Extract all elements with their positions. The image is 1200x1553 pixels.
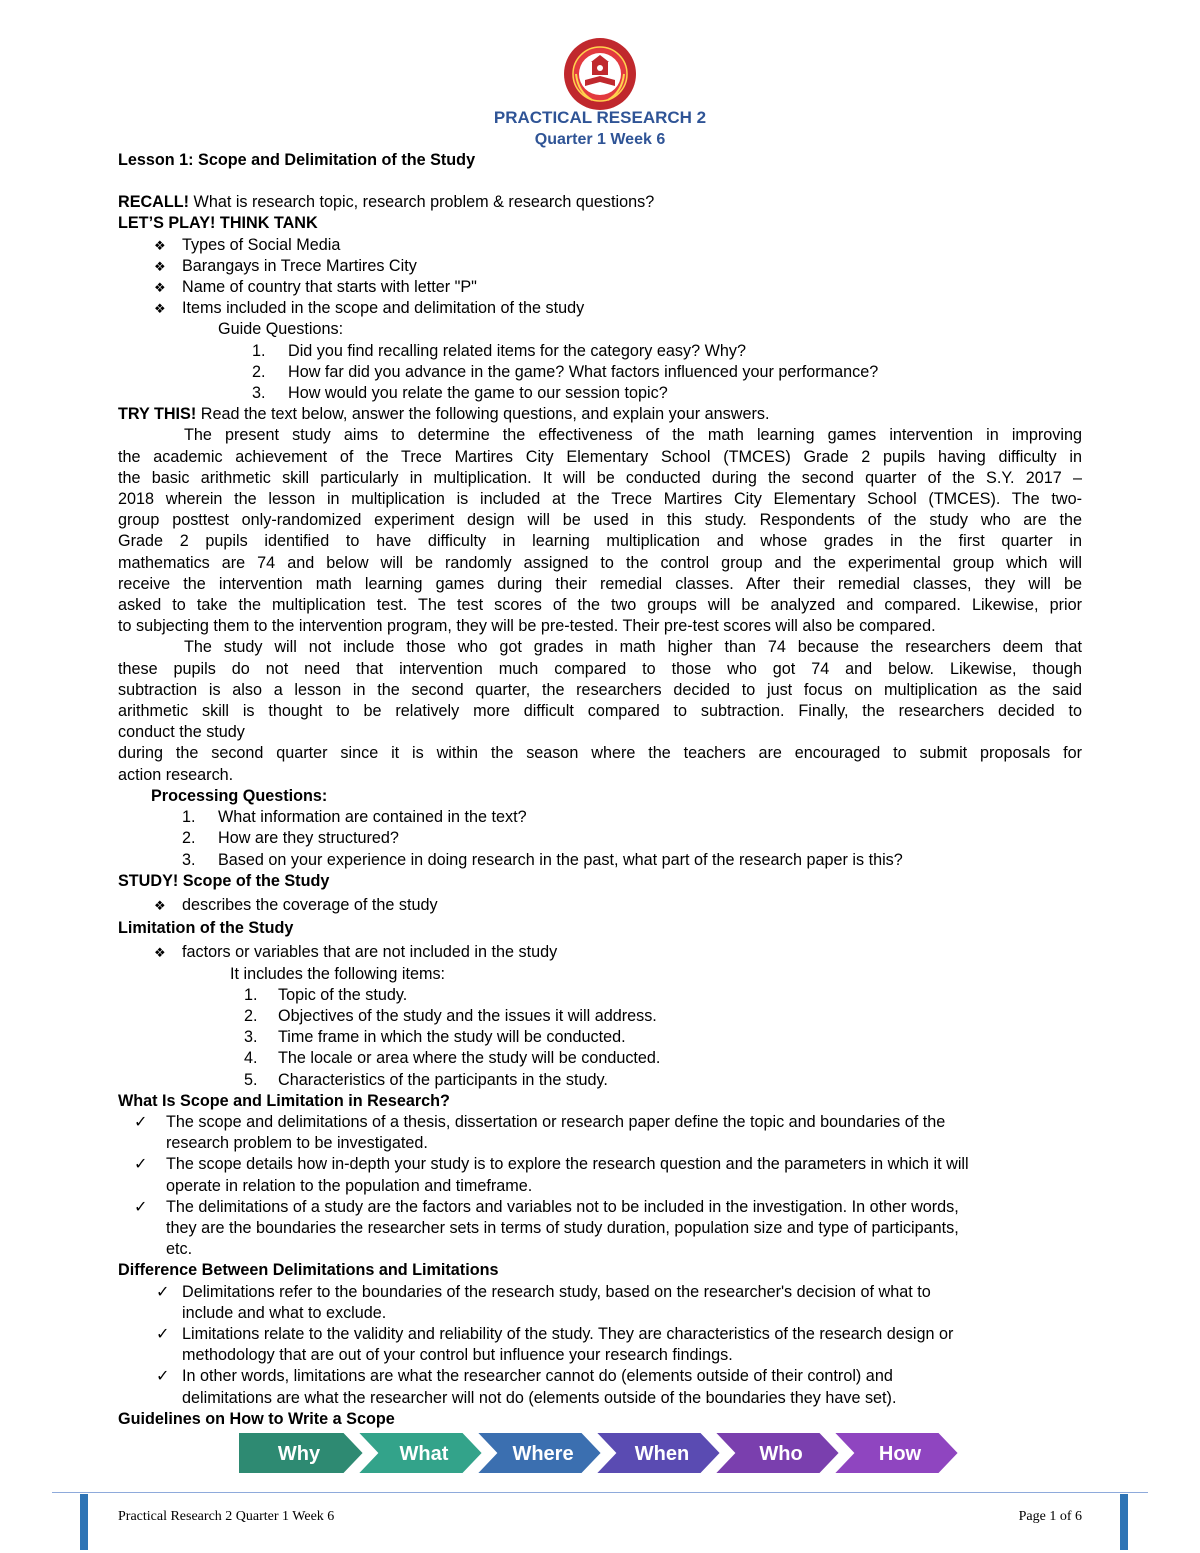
page-number: Page 1 of 6 xyxy=(1018,1509,1082,1524)
list-item: ✓ Delimitations refer to the boundaries of the research study, based on the researcher's decision of what to include and what to exclude. xyxy=(156,1282,931,1322)
list-item: ✓ In other words, limitations are what the researcher cannot do (elements outside of their control) and delimitations are what the researcher will not do (elements outside of the boundaries they have set). xyxy=(156,1367,897,1407)
processing-questions-list xyxy=(118,807,1082,871)
includes-list xyxy=(118,985,1082,1091)
list-item: 3. Based on your experience in doing research in the past, what part of the research paper is this? xyxy=(182,850,903,869)
diamond-bullet-icon: ❖ xyxy=(154,301,166,317)
reading-paragraph-2: The study will not include those who got grades in math higher than 74 because the researchers deem that these pupils do not need that intervention much compared to those who got 74 and below. Likewise, though subtraction is also a lesson in the second quarter, the researchers decided to just focus on multiplication as the said arithmetic skill is thought to be relatively more difficult compared to subtraction. Finally, the researchers decided to conduct the study during the second quarter since it is within the season where the teachers are encouraged to submit proposals for action research. xyxy=(118,638,1082,784)
scope-guidelines-chevrons xyxy=(238,1430,962,1476)
list-item: ✓ The scope and delimitations of a thesis, dissertation or research paper define the topic and boundaries of the research problem to be investigated. xyxy=(134,1112,946,1153)
lesson-title: Lesson 1: Scope and Delimitation of the Study xyxy=(118,151,476,169)
list-item: 2. How are they structured? xyxy=(182,829,399,848)
guide-questions-label: Guide Questions: xyxy=(218,320,344,339)
footer-right-bar xyxy=(1120,1494,1128,1550)
diamond-bullet-icon: ❖ xyxy=(154,237,166,253)
chevron-label-who: Who xyxy=(759,1443,803,1465)
lets-play-heading: LET’S PLAY! THINK TANK xyxy=(118,214,318,233)
recall-line: RECALL! What is research topic, research problem & research questions? xyxy=(118,193,655,212)
footer-title: Practical Research 2 Quarter 1 Week 6 xyxy=(118,1509,335,1524)
footer-rule xyxy=(52,1492,1148,1493)
list-item: 1. What information are contained in the text? xyxy=(182,808,527,827)
list-item: ❖ Types of Social Media xyxy=(118,235,1082,256)
guidelines-heading: Guidelines on How to Write a Scope xyxy=(118,1409,395,1428)
difference-list xyxy=(118,1282,1082,1409)
what-is-heading: What Is Scope and Limitation in Research? xyxy=(118,1091,450,1110)
list-item: 3. Time frame in which the study will be conducted. xyxy=(244,1028,626,1047)
footer-left-bar xyxy=(80,1494,88,1550)
check-mark-icon: ✓ xyxy=(156,1367,170,1386)
diamond-bullet-icon: ❖ xyxy=(154,258,166,274)
check-mark-icon: ✓ xyxy=(134,1112,148,1131)
list-item: ❖ Barangays in Trece Martires City xyxy=(118,256,1082,277)
check-mark-icon: ✓ xyxy=(134,1155,148,1174)
list-item: 2. How far did you advance in the game? What factors influenced your performance? xyxy=(252,362,879,381)
diamond-bullet-icon: ❖ xyxy=(154,280,166,296)
includes-label: It includes the following items: xyxy=(230,964,446,983)
list-item: ✓ The delimitations of a study are the factors and variables not to be included in the investigation. In other words, they are the boundaries the researcher sets in terms of study duration, population size and type of participants, etc. xyxy=(134,1197,959,1259)
diamond-bullet-icon: ❖ xyxy=(154,897,166,913)
try-this-line: TRY THIS! Read the text below, answer the following questions, and explain your answers. xyxy=(118,405,770,424)
list-item: 1. Topic of the study. xyxy=(244,985,408,1004)
limitation-heading: Limitation of the Study xyxy=(118,919,294,938)
chevron-label-why: Why xyxy=(277,1443,321,1465)
chevron-label-how: How xyxy=(878,1443,922,1465)
list-item: 2. Objectives of the study and the issues it will address. xyxy=(244,1006,657,1025)
check-mark-icon: ✓ xyxy=(156,1324,170,1343)
school-seal-logo xyxy=(562,36,638,112)
chevron-label-what: What xyxy=(399,1443,449,1465)
diamond-bullet-icon: ❖ xyxy=(154,945,166,961)
scope-list xyxy=(118,895,1082,916)
list-item: 4. The locale or area where the study will be conducted. xyxy=(244,1049,661,1068)
check-mark-icon: ✓ xyxy=(134,1197,148,1216)
list-item: ✓ The scope details how in-depth your study is to explore the research question and the parameters in which it will operate in relation to the population and timeframe. xyxy=(134,1155,969,1195)
document-body xyxy=(118,150,1082,1430)
document-title: PRACTICAL RESEARCH 2 xyxy=(493,108,707,127)
guide-questions-list xyxy=(118,341,1082,405)
list-item: ❖ Name of country that starts with letter "P" xyxy=(118,277,1082,298)
think-tank-list xyxy=(118,235,1082,320)
document-subtitle: Quarter 1 Week 6 xyxy=(534,131,666,148)
limitation-list xyxy=(118,942,1082,963)
chevron-label-when: When xyxy=(634,1443,690,1465)
processing-questions-heading: Processing Questions: xyxy=(151,786,328,805)
chevron-label-where: Where xyxy=(512,1443,574,1465)
list-item: ❖ Items included in the scope and delimitation of the study xyxy=(118,298,1082,319)
list-item: ❖ describes the coverage of the study xyxy=(118,895,1082,916)
difference-heading: Difference Between Delimitations and Limitations xyxy=(118,1261,499,1280)
what-is-list xyxy=(118,1112,1082,1260)
list-item: 1. Did you find recalling related items for the category easy? Why? xyxy=(252,341,746,360)
list-item: 3. How would you relate the game to our session topic? xyxy=(252,384,668,403)
study-heading: STUDY! Scope of the Study xyxy=(118,871,330,890)
list-item: 5. Characteristics of the participants in the study. xyxy=(244,1070,608,1089)
reading-paragraph-1: The present study aims to determine the effectiveness of the math learning games intervention in improving the academic achievement of the Trece Martires City Elementary School (TMCES) Grade 2 pupils having difficulty in the basic arithmetic skill particularly in multiplication. It will be conducted during the second quarter of the S.Y. 2017 – 2018 wherein the lesson in multiplication is included at the Trece Martires City Elementary School (TMCES). The two- group posttest only-randomized experiment design will be used in this study. Respondents of the study who are the Grade 2 pupils identified to have difficulty in learning multiplication and whose grades in the first quarter in mathematics are 74 and below will be randomly assigned to the control group and the experimental group which will receive the intervention math learning games during their remedial classes. After their remedial classes, they will be asked to take the multiplication test. The test scores of the two groups will be analyzed and compared. Likewise, prior to subjecting them to the intervention program, they will be pre-tested. Their pre-test scores will also be compared. xyxy=(118,426,1082,636)
check-mark-icon: ✓ xyxy=(156,1282,170,1301)
list-item: ❖ factors or variables that are not included in the study xyxy=(118,942,1082,963)
list-item: ✓ Limitations relate to the validity and reliability of the study. They are characteristics of the research design or methodology that are out of your control but influence your research findings. xyxy=(156,1324,954,1365)
